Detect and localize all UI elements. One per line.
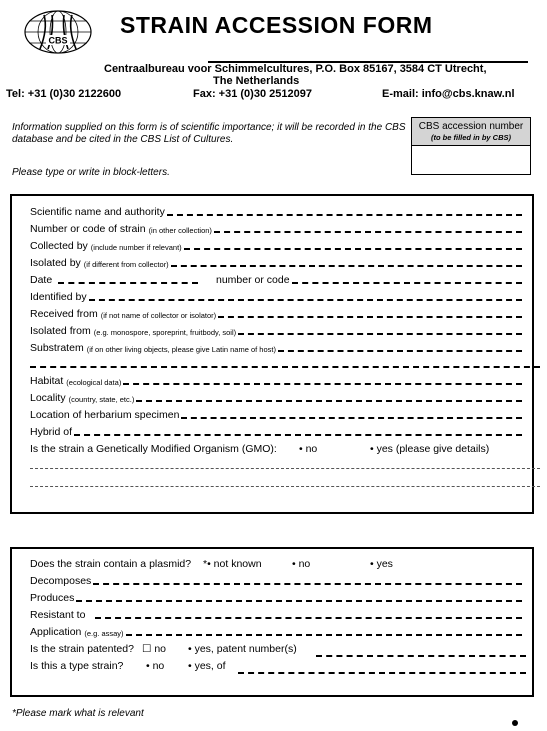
- scientific-name-label: Scientific name and authority: [30, 206, 165, 218]
- strain-number-field[interactable]: [30, 222, 522, 235]
- patented-question-label: Is the strain patented?: [30, 643, 134, 655]
- plasmid-not-known-option[interactable]: *• not known: [203, 558, 262, 570]
- collected-by-label: Collected by: [30, 240, 88, 252]
- locality-note: (country, state, etc.): [68, 395, 135, 404]
- cbs-accession-header: [412, 118, 530, 146]
- plasmid-question-label: Does the strain contain a plasmid?: [30, 558, 192, 570]
- decomposes-field[interactable]: [30, 574, 522, 587]
- substratem-label: Substratem: [30, 342, 84, 354]
- date-field[interactable]: [30, 273, 522, 286]
- type-strain-no-option[interactable]: • no: [146, 660, 165, 672]
- isolated-from-label: Isolated from: [30, 325, 91, 337]
- gmo-details-line-2[interactable]: [30, 486, 540, 487]
- number-or-code-label: number or code: [216, 274, 290, 286]
- substratem-extra-line[interactable]: [30, 366, 540, 368]
- strain-number-label: Number or code of strain: [30, 223, 146, 235]
- resistant-label: Resistant to: [30, 609, 86, 621]
- plasmid-question: [30, 557, 522, 570]
- strain-number-note: (in other collection): [148, 226, 212, 235]
- substratem-field[interactable]: [30, 341, 522, 354]
- identified-by-field[interactable]: [30, 290, 522, 303]
- produces-label: Produces: [30, 592, 75, 604]
- herbarium-field[interactable]: [30, 408, 522, 421]
- identified-by-label: Identified by: [30, 291, 87, 303]
- date-line: [58, 282, 198, 284]
- received-from-note: (if not name of collector or isolator): [100, 311, 217, 320]
- patented-no-option[interactable]: ☐ no: [142, 643, 167, 655]
- gmo-yes-option[interactable]: • yes (please give details): [370, 443, 490, 455]
- type-strain-question: [30, 659, 522, 672]
- address-line-1: Centraalbureau voor Schimmelcultures, P.O. Box 85167, 3584 CT Utrecht,: [104, 63, 487, 75]
- resistant-field[interactable]: [30, 608, 522, 621]
- plasmid-no-option[interactable]: • no: [292, 558, 311, 570]
- locality-label: Locality: [30, 392, 66, 404]
- isolated-by-field[interactable]: [30, 256, 522, 269]
- cbs-accession-box[interactable]: [411, 117, 531, 175]
- isolated-from-note: (e.g. monospore, sporeprint, fruitbody, soil): [93, 328, 237, 337]
- page-dot: [512, 720, 518, 726]
- fax: Fax: +31 (0)30 2512097: [193, 88, 312, 100]
- patent-number-line[interactable]: [316, 655, 526, 657]
- date-label: Date: [30, 274, 53, 286]
- footnote: *Please mark what is relevant: [12, 708, 144, 719]
- application-note: (e.g. assay): [84, 629, 124, 638]
- received-from-field[interactable]: [30, 307, 522, 320]
- collected-by-field[interactable]: [30, 239, 522, 252]
- type-strain-line[interactable]: [238, 672, 526, 674]
- logo-text: CBS: [48, 35, 68, 46]
- habitat-field[interactable]: [30, 374, 522, 387]
- cbs-logo: [22, 9, 94, 55]
- strain-properties-section: [10, 547, 534, 697]
- isolated-by-note: (if different from collector): [83, 260, 169, 269]
- application-field[interactable]: [30, 625, 522, 638]
- gmo-details-line-1[interactable]: [30, 468, 540, 469]
- herbarium-label: Location of herbarium specimen: [30, 409, 180, 421]
- block-letters-note: Please type or write in block-letters.: [12, 167, 170, 178]
- cbs-accession-label: CBS accession number: [418, 121, 524, 132]
- type-strain-yes-option[interactable]: • yes, of: [188, 660, 226, 672]
- decomposes-label: Decomposes: [30, 575, 92, 587]
- patented-yes-option[interactable]: • yes, patent number(s): [188, 643, 297, 655]
- info-text: Information supplied on this form is of scientific importance; it will be recorded in the CBS database and be cited in the CBS List of Cultures.: [12, 122, 406, 145]
- form-title: STRAIN ACCESSION FORM: [120, 12, 433, 38]
- habitat-label: Habitat: [30, 375, 64, 387]
- email: E-mail: info@cbs.knaw.nl: [382, 88, 515, 100]
- application-label: Application: [30, 626, 82, 638]
- telephone: Tel: +31 (0)30 2122600: [6, 88, 122, 100]
- address-line-2: The Netherlands: [213, 75, 300, 87]
- gmo-question-label: Is the strain a Genetically Modified Organism (GMO):: [30, 443, 277, 455]
- collected-by-note: (include number if relevant): [90, 243, 182, 252]
- type-strain-question-label: Is this a type strain?: [30, 660, 124, 672]
- substratem-note: (if on other living objects, please give Latin name of host): [86, 345, 276, 354]
- produces-field[interactable]: [30, 591, 522, 604]
- plasmid-yes-option[interactable]: • yes: [370, 558, 393, 570]
- isolated-by-label: Isolated by: [30, 257, 81, 269]
- locality-field[interactable]: [30, 391, 522, 404]
- scientific-name-field[interactable]: [30, 205, 522, 218]
- gmo-no-option[interactable]: • no: [299, 443, 318, 455]
- cbs-accession-note: (to be filled in by CBS): [431, 133, 511, 142]
- received-from-label: Received from: [30, 308, 98, 320]
- isolated-from-field[interactable]: [30, 324, 522, 337]
- hybrid-field[interactable]: [30, 425, 522, 438]
- strain-details-section: [10, 194, 534, 514]
- habitat-note: (ecological data): [66, 378, 122, 387]
- hybrid-label: Hybrid of: [30, 426, 73, 438]
